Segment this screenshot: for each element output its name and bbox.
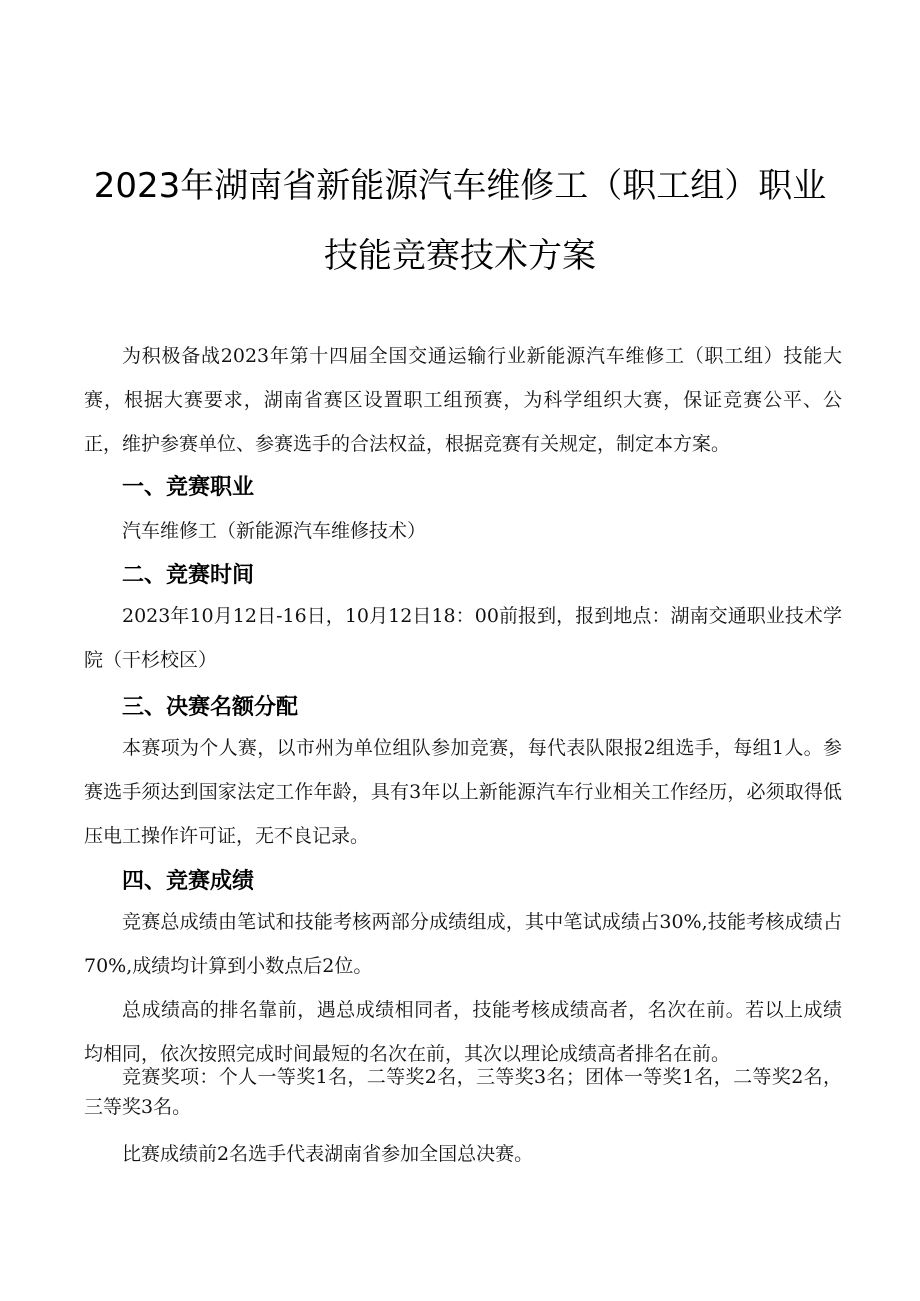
section-heading-2: 二、竞赛时间: [122, 563, 255, 588]
document-title-line-2: 技能竞赛技术方案: [324, 236, 596, 276]
section-4-paragraph-1: 竞赛总成绩由笔试和技能考核两部分成绩组成，其中笔试成绩占30%,技能考核成绩占70%,成绩均计算到小数点后2位。: [84, 911, 842, 977]
section-2-body: 2023年10月12日-16日，10月12日18：00前报到，报到地点：湖南交通职业技术学院（干杉校区）: [84, 605, 842, 671]
document-title-line-1: 2023年湖南省新能源汽车维修工（职工组）职业: [93, 166, 827, 206]
section-heading-3: 三、决赛名额分配: [122, 695, 299, 720]
section-heading-4: 四、竞赛成绩: [122, 869, 255, 894]
section-4-paragraph-4: 比赛成绩前2名选手代表湖南省参加全国总决赛。: [122, 1143, 534, 1165]
section-heading-1: 一、竞赛职业: [122, 475, 255, 500]
section-4-paragraph-2: 总成绩高的排名靠前，遇总成绩相同者，技能考核成绩高者，名次在前。若以上成绩均相同，依次按照完成时间最短的名次在前，其次以理论成绩高者排名在前。: [84, 999, 842, 1065]
section-4-awards-paragraph: 竞赛奖项：个人一等奖1名，二等奖2名，三等奖3名；团体一等奖1名，二等奖2名，三等奖3名。: [84, 1066, 842, 1118]
section-3-body: 本赛项为个人赛，以市州为单位组队参加竞赛，每代表队限报2组选手，每组1人。参赛选手须达到国家法定工作年龄，具有3年以上新能源汽车行业相关工作经历，必须取得低压电工操作许可证，无不良记录。: [84, 737, 842, 847]
intro-paragraph: 为积极备战2023年第十四届全国交通运输行业新能源汽车维修工（职工组）技能大赛，根据大赛要求，湖南省赛区设置职工组预赛，为科学组织大赛，保证竞赛公平、公正，维护参赛单位、参赛选手的合法权益，根据竞赛有关规定，制定本方案。: [84, 345, 842, 455]
section-1-body: 汽车维修工（新能源汽车维修技术）: [122, 520, 427, 542]
